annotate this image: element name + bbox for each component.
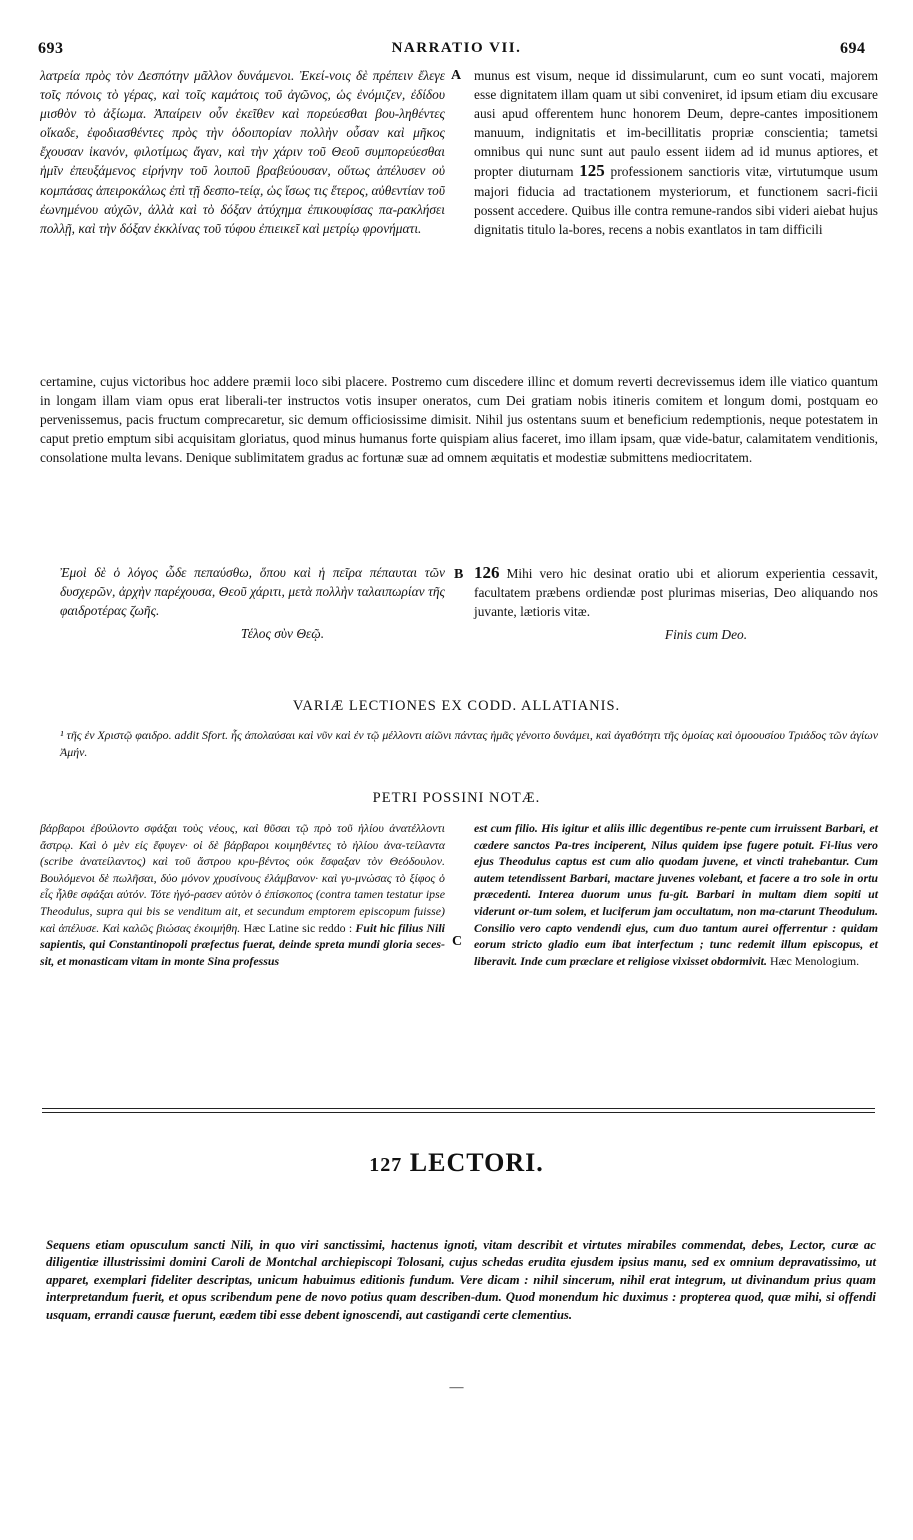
greek-text-column [40,66,445,238]
latin-closing-column [474,563,878,644]
notae-latin-translation: Fuit hic filius Nili sapientis, qui Constantinopoli præfectus fuerat, deinde spreta mundi gloria seces-sit, et monasticam vitam in monte Sina professus [40,920,445,968]
footer-dash: — [449,1380,464,1395]
lectori-paragraph: Sequens etiam opusculum sancti Nili, in quo viri sanctissimi, hactenus ignoti, vitam describit et virtutes mirabiles commendat, debes, Lector, curæ ac diligentiæ illustrissimi domini Caroli de Montchal archiepiscopi Tolosani, cujus schedas erudita ejusdem ipsius manu, sed ex omnium depravatissimo, ut apparet, exemplari fideliter descriptas, unicum habuimus editionis fundum. Vere dicam : nihil sincerum, nihil erat integrum, ut divinandum prius quam interpretandum fuerit, et opus scribendum pene de novo potius quam describen-dum. Quod monendum hic duximus : propterea quod, quæ mihi, si offendi usquam, errandi causæ fuerunt, eædem tibi esse debent ignoscendi, aut castigandi certe clementius. [46,1238,876,1322]
latin-end-formula: Finis cum Deo. [664,627,748,643]
notae-latin-intro: Hæc Latine sic reddo : [243,920,353,935]
notae-right-latin: est cum filio. His igitur et aliis illic degentibus re-pente cum irruissent Barbari, et cædere sanctos Pa-tres inciperent, Nilus quidem ipse fugere potuit. Fi-lius vero ejus Theodulus captus est cum alio quodam juvene, et vincti trahebantur. Cum autem tetendissent Barbari, mactare juvenes volebant, et facere a tro sole in ortu præcedenti. Interea duorum unus fu-git. Barbari in multam diem sopiti ut viderunt or-tum solem, et luciferum jam occultatum, non ma-ctarunt Theodulum. Consilio vero capto vendendi ejus, cum duo tantum aurei offerrentur : quidam eorum stricto gladio eum ibat interfectum ; tunc redemit illum episcopus, et liberavit. Inde cum præclare et religiose vixisset obdormivit. [474,821,878,968]
notae-title: PETRI POSSINI NOTÆ. [372,790,541,806]
notae-right-end: Hæc Menologium. [769,953,860,968]
notae-greek-text: βάρβαροι ἐβούλοντο σφάξαι τοὺς νέους, καὶ θῦσαι τῷ πρὸ τοῦ ἡλίου ἀνατέλλοντι ἄστρῳ. Καὶ ὁ μὲν εἰς ἔφυγεν· οἱ δὲ βάρβαροι κοιμηθέντες τὸ ἡλίου ἀνα-τείλαντα (scribe ἀνατείλαντος) καὶ τοῦ ἄστρου κρυ-βέντος οὐκ ἔσφαξαν τὸν Θεόδουλον. Βουλόμενοι δὲ πωλῆσαι, δύο μόνον χρυσίνους ἐλάμβανον· καὶ γυ-μνώσας τὸ ξίφος ὁ εἷς ἦλθε σφάξαι αὐτόν. Τότε ἠγό-ρασεν αὐτὸν ὁ ἐπίσκοπος (contra tamen testatur ipse Theodulus, supra qui bis se venditum ait, et secundum emptorem episcopum fuisse) καὶ ἀπέλυσε. Καὶ καλῶς βιώσας ἐκοιμήθη. [40,821,445,935]
latin-text-column [474,66,878,239]
marginal-number-126: 126 [474,563,500,582]
notae-right-column [474,820,878,969]
variae-lectiones-title: VARIÆ LECTIONES EX CODD. ALLATIANIS. [292,698,621,714]
page-number-right: 694 [840,40,866,57]
greek-end-formula: Τέλος σὺν Θεῷ. [240,626,325,642]
latin-paragraph [474,66,878,239]
greek-paragraph: λατρεία πρὸς τὸν Δεσπότην μᾶλλον δυνάμενοι. Ἐκεί-νοις δὲ πρέπειν ἔλεγε τοῖς πόνοις τὸ γέρας, καὶ τοῖς καμάτοις τοῦ ἀγῶνος, ὡς ἐνόμιζεν, ἐδίδου μισθὸν τὸ ἀξίωμα. Ἀπαίρειν οὖν ἐκεῖθεν καὶ πορεύεσθαι βου-ληθέντες οἴκαδε, ἐφοδιασθέντες πρὸς τὴν ὁδοιπορίαν πολλὴν οὖσαν καὶ μῆκος ἔχουσαν ἱκανόν, φιλοτίμως ἄγαν, καὶ τὴν χάριν τοῦ Θεοῦ συμπορεύεσθαι ἡμῖν ἐπευξάμενος εἰρήνην τοῦ λοιποῦ βραβεύουσαν, οὕτως ἀπέλυσεν οὐ κομπάσας ἀπειροκάλως ἐπὶ τῇ δεσπο-τείᾳ, ὡς ἴσως τις ἕτερος, αὐθεντίαν τοῦ ἐωνημένου αὐχῶν, ἀλλὰ καὶ τὸ δόξαν ἀτύχημα ἐπικουφίσας πα-ρακλήσει πολλῇ, καὶ τὴν δόξαν ἐκκλίνας τοῦ τύφου ἐπιεικεῖ καὶ μετρίῳ φρονήματι. [40,68,445,236]
latin-full-width [40,372,878,467]
variae-lectiones-text: ¹ τῆς ἐν Χριστῷ φαιδρο. addit Sfort. ἧς ἀπολαύσαι καὶ νῦν καὶ ἐν τῷ μέλλοντι αἰῶνι πάντας ἡμᾶς γένοιτο δυνάμει, καὶ ἀγαθότητι τῆς ὁμοίας καὶ ὁμοουσίου Τριάδος τῶν ἁγίων Ἀμήν. [60,728,878,759]
marginal-number-125: 125 [579,161,605,181]
margin-marker-a: A [451,68,462,83]
greek-closing-paragraph: Ἐμοὶ δὲ ὁ λόγος ὧδε πεπαύσθω, ὅπου καὶ ἡ πεῖρα πέπαυται τῶν δυσχερῶν, ἀρχὴν παρέχουσα, Θεοῦ χάριτι, μετὰ πολλὴν ταλαιπωρίαν τῆς φαιδροτέρας ζωῆς. [60,565,445,619]
section-divider-top [42,1108,875,1109]
lectori-heading [0,1148,913,1178]
latin-full-paragraph: certamine, cujus victoribus hoc addere præmii loco sibi placere. Postremo cum discedere illinc et domum reverti decrevissemus idem ille viatico quantum in longam illam viam opus erat liberali-ter instructos votis insuper oneratos, cum Dei gratiam nobis itineris comitem et longum domi, postquam eo pervenissemus, pacis fructum comprecaretur, sic demum officiosissime dimisit. Nihil jus ostentans suum et beneficium redemptionis, neque potestatem in caput pretio emptum sibi acquisitam gloriatus, quod minus humanus forte quispiam alius faceret, imo illam ipsam, quæ vide-batur, calamitatem venditionis, consolatione multa levans. Denique sublimitatem gradus ac fortunæ suæ ad omnem æquitatis et modestiæ submittens mediocritatem. [40,374,878,466]
margin-marker-c: C [452,934,463,949]
latin-closing-text: Mihi vero hic desinat oratio ubi et aliorum experientia cessavit, facultatem præbens ordiendæ post plurimas miserias, Deo aliquando nos juvante, lætioris vitæ. [474,566,878,620]
latin-closing-paragraph [474,563,878,621]
section-divider-bottom [42,1112,875,1113]
greek-closing-column [60,563,445,643]
lectori-number: 127 [369,1154,403,1176]
page-number-left: 693 [38,40,64,57]
notae-left-column [40,820,445,969]
margin-marker-b: B [454,567,464,582]
lectori-title: LECTORI. [409,1148,544,1177]
latin-text-part2: professionem sanctioris vitæ, virtutumque usum majori fiducia ad tractationem mysteriorum, et functionem sacri-ficii possent accedere. Quibus ille contra remune-randos sibi videri aiebat hujus dignitatis titulo la-bores, recens a nobis exantlatos in tam difficili [474,164,878,237]
running-title: NARRATIO VII. [391,40,522,56]
latin-text-part1: munus est visum, neque id dissimularunt, cum eo sunt vocati, majorem esse dignitatem illam quam ut sibi conveniret, id ipsum etiam diu excusare ausi apud offerentem hunc honorem Deum, depre-cantes impositionem manuum, indignitatis et im-becillitatis propriæ conscientia; tametsi omnibus qui nunc sunt aut paulo essent iidem ad id munus aptiores, et propter diuturnam [474,68,878,180]
